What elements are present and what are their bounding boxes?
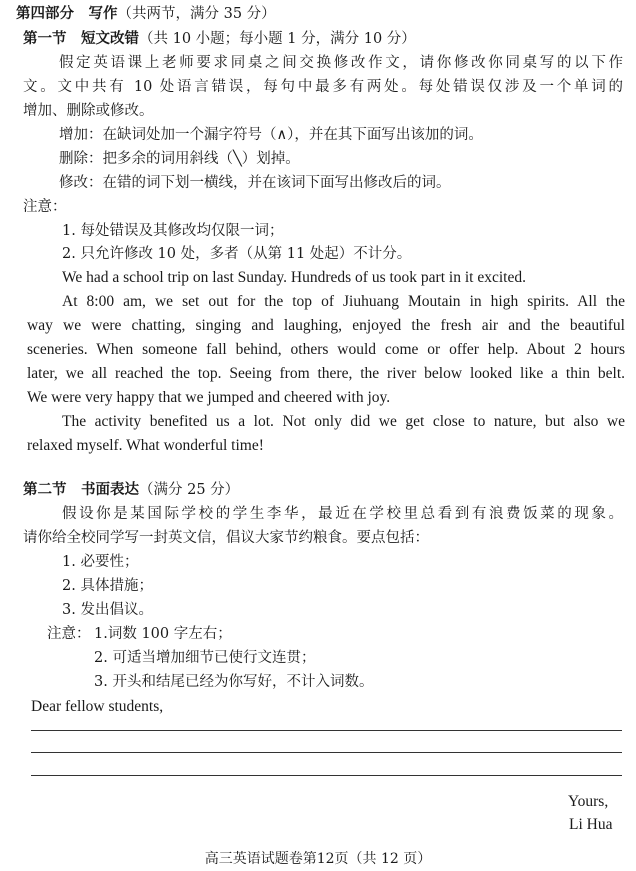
section2-heading xyxy=(23,480,239,500)
rule-delete: 删除：把多余的词用斜线（╲）划掉。 xyxy=(59,151,300,167)
salutation: Dear fellow students, xyxy=(31,698,164,715)
passage-line-6: We were very happy that we jumped and cheered with joy. xyxy=(27,389,391,406)
rule-add: 增加：在缺词处加一个漏字符号（∧），并在其下面写出该加的词。 xyxy=(59,127,483,143)
section1-note-1: 1. 每处错误及其修改均仅限一词； xyxy=(62,223,284,239)
passage-line-4: sceneries. When someone fall behind, others would come or offer help. About 2 hours xyxy=(27,341,625,358)
signature: Li Hua xyxy=(569,816,613,833)
part4-heading xyxy=(16,4,276,24)
section1-title: 第一节 短文改错 xyxy=(23,30,139,47)
section2-note-2: 2. 可适当增加细节已使行文连贯； xyxy=(94,650,316,666)
section1-note-2: 2. 只允许修改 10 处，多者（从第 11 处起）不计分。 xyxy=(62,246,412,262)
writing-line-3 xyxy=(31,775,622,776)
writing-line-2 xyxy=(31,752,622,753)
part4-title: 第四部分 写作 xyxy=(16,5,118,22)
writing-line-1 xyxy=(31,730,622,731)
section2-note: （满分 25 分） xyxy=(139,482,240,498)
section1-intro-line-1: 假定英语课上老师要求同桌之间交换修改作文，请你修改你同桌写的以下作 xyxy=(59,55,623,71)
page-footer: 高三英语试题卷第12页（共 12 页） xyxy=(204,851,432,867)
passage-line-1: We had a school trip on last Sunday. Hundreds of us took part in it excited. xyxy=(62,269,526,286)
point-3: 3. 发出倡议。 xyxy=(62,602,153,618)
section1-intro-line-2: 文。文中共有 10 处语言错误，每句中最多有两处。每处错误仅涉及一个单词的 xyxy=(23,79,623,95)
section2-intro-line-2: 请你给全校同学写一封英文信，倡议大家节约粮食。要点包括： xyxy=(23,530,429,546)
closing: Yours, xyxy=(568,793,609,810)
passage-line-7: The activity benefited us a lot. Not only did we get close to nature, but also we xyxy=(62,413,625,430)
point-1: 1. 必要性； xyxy=(62,554,139,570)
point-2: 2. 具体措施； xyxy=(62,578,153,594)
section2-title: 第二节 书面表达 xyxy=(23,481,139,498)
section1-heading xyxy=(23,29,416,49)
passage-line-8: relaxed myself. What wonderful time! xyxy=(27,437,264,454)
passage-line-3: way we were chatting, singing and laughing, enjoyed the fresh air and the beautiful xyxy=(27,317,625,334)
part4-note: （共两节，满分 35 分） xyxy=(117,6,276,22)
section2-note-1: 1.词数 100 字左右； xyxy=(94,626,232,642)
section2-note-3: 3. 开头和结尾已经为你写好，不计入词数。 xyxy=(94,674,374,690)
section2-note-label: 注意： xyxy=(47,626,91,642)
section1-note-label: 注意： xyxy=(23,199,67,215)
passage-line-2: At 8:00 am, we set out for the top of Jiuhuang Moutain in high spirits. All the xyxy=(62,293,625,310)
passage-line-5: later, we all reached the top. Seeing from there, the river below looked like a thin belt. xyxy=(27,365,625,382)
section1-note: （共 10 小题；每小题 1 分，满分 10 分） xyxy=(139,31,416,47)
rule-modify: 修改：在错的词下划一横线，并在该词下面写出修改后的词。 xyxy=(59,175,451,191)
section2-intro-line-1: 假设你是某国际学校的学生李华，最近在学校里总看到有浪费饭菜的现象。 xyxy=(62,506,623,522)
section1-intro-line-3: 增加、删除或修改。 xyxy=(23,103,154,119)
